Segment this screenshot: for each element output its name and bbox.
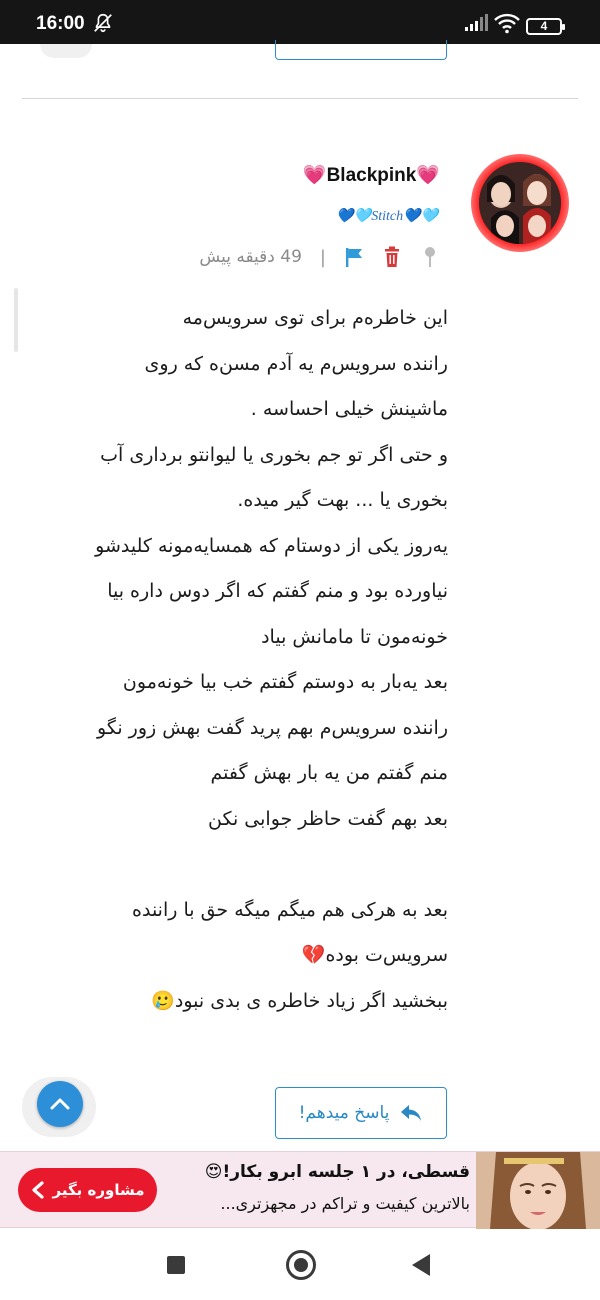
body-line: یه‌روز یکی از دوستام که همسایه‌مونه کلیدشو xyxy=(95,534,448,557)
body-line: این خاطره‌م برای توی سرویس‌مه xyxy=(182,307,448,329)
body-line: خونه‌مون تا مامانش بیاد xyxy=(261,625,448,648)
body-line: نیاورده بود و منم گفتم که اگر دوس داره بیا xyxy=(107,580,448,602)
body-line: بعد به هرکی هم میگم میگه حق با راننده xyxy=(132,898,448,921)
status-bar xyxy=(0,0,600,44)
ad-banner[interactable] xyxy=(0,1151,600,1228)
body-blank-line xyxy=(28,842,448,888)
system-nav-bar xyxy=(0,1232,600,1300)
meta-separator: | xyxy=(319,246,326,268)
body-line: ببخشید اگر زیاد خاطره ی بدی نبود🥲 xyxy=(151,989,448,1012)
reply-icon xyxy=(399,1103,423,1123)
avatar-ring xyxy=(471,154,569,252)
post-divider xyxy=(22,98,578,99)
reply-label: پاسخ میدهم! xyxy=(298,1103,390,1123)
chevron-left-icon xyxy=(30,1181,46,1199)
body-line: ماشینش خیلی احساسه . xyxy=(250,398,448,420)
wifi-icon xyxy=(494,12,520,34)
author-name[interactable]: 💗Blackpink💗 xyxy=(302,165,440,186)
body-line: و حتی اگر تو جم بخوری یا لیوانتو برداری آب xyxy=(100,443,448,466)
home-icon[interactable] xyxy=(286,1250,316,1280)
ad-cta-button[interactable] xyxy=(18,1168,157,1212)
body-line: سرویس‌ت بوده💔 xyxy=(301,944,448,966)
post-time: 49 دقیقه پیش xyxy=(199,247,302,267)
body-line: بعد بهم گفت حاظر جوابی نکن xyxy=(208,807,448,830)
battery-icon: 4 xyxy=(526,18,562,35)
body-line: بعد یه‌بار به دوستم گفتم خب بیا خونه‌مون xyxy=(122,671,448,693)
chevron-up-icon xyxy=(48,1093,72,1115)
ad-subline: بالاترین کیفیت و تراکم در مجهزتری... xyxy=(220,1194,470,1213)
ad-headline: قسطی، در ۱ جلسه ابرو بکار!😍 xyxy=(204,1162,470,1182)
post-body xyxy=(28,296,448,1024)
ad-photo-icon xyxy=(476,1152,600,1229)
ad-cta-label: مشاوره بگیر xyxy=(52,1181,145,1199)
scroll-to-top-button[interactable] xyxy=(37,1081,83,1127)
avatar[interactable] xyxy=(479,162,561,244)
recents-icon[interactable] xyxy=(167,1256,185,1274)
reply-button[interactable] xyxy=(275,1087,447,1139)
pin-icon[interactable] xyxy=(420,246,440,268)
ad-image[interactable] xyxy=(476,1152,600,1229)
author-title: 💙🩵Stitch💙🩵 xyxy=(336,209,438,224)
flag-icon[interactable] xyxy=(344,246,364,268)
body-line: راننده سرویس‌م یه آدم مسن‌ه که روی xyxy=(144,352,448,375)
body-line: راننده سرویس‌م بهم پرید گفت بهش زور نگو xyxy=(97,716,448,739)
back-icon[interactable] xyxy=(412,1254,430,1276)
scroll-indicator xyxy=(14,288,18,352)
signal-icon xyxy=(464,14,488,32)
post-meta xyxy=(199,242,440,272)
status-time: 16:00 xyxy=(36,13,85,34)
body-line: بخوری یا ... بهت گیر میده. xyxy=(237,489,448,511)
previous-reply-button[interactable] xyxy=(275,40,447,60)
body-line: منم گفتم من یه بار بهش گفتم xyxy=(210,762,448,784)
scroll-top-remnant xyxy=(40,44,92,58)
trash-icon[interactable] xyxy=(382,246,402,268)
avatar-photo-icon xyxy=(479,162,561,244)
bell-off-icon xyxy=(92,12,114,34)
